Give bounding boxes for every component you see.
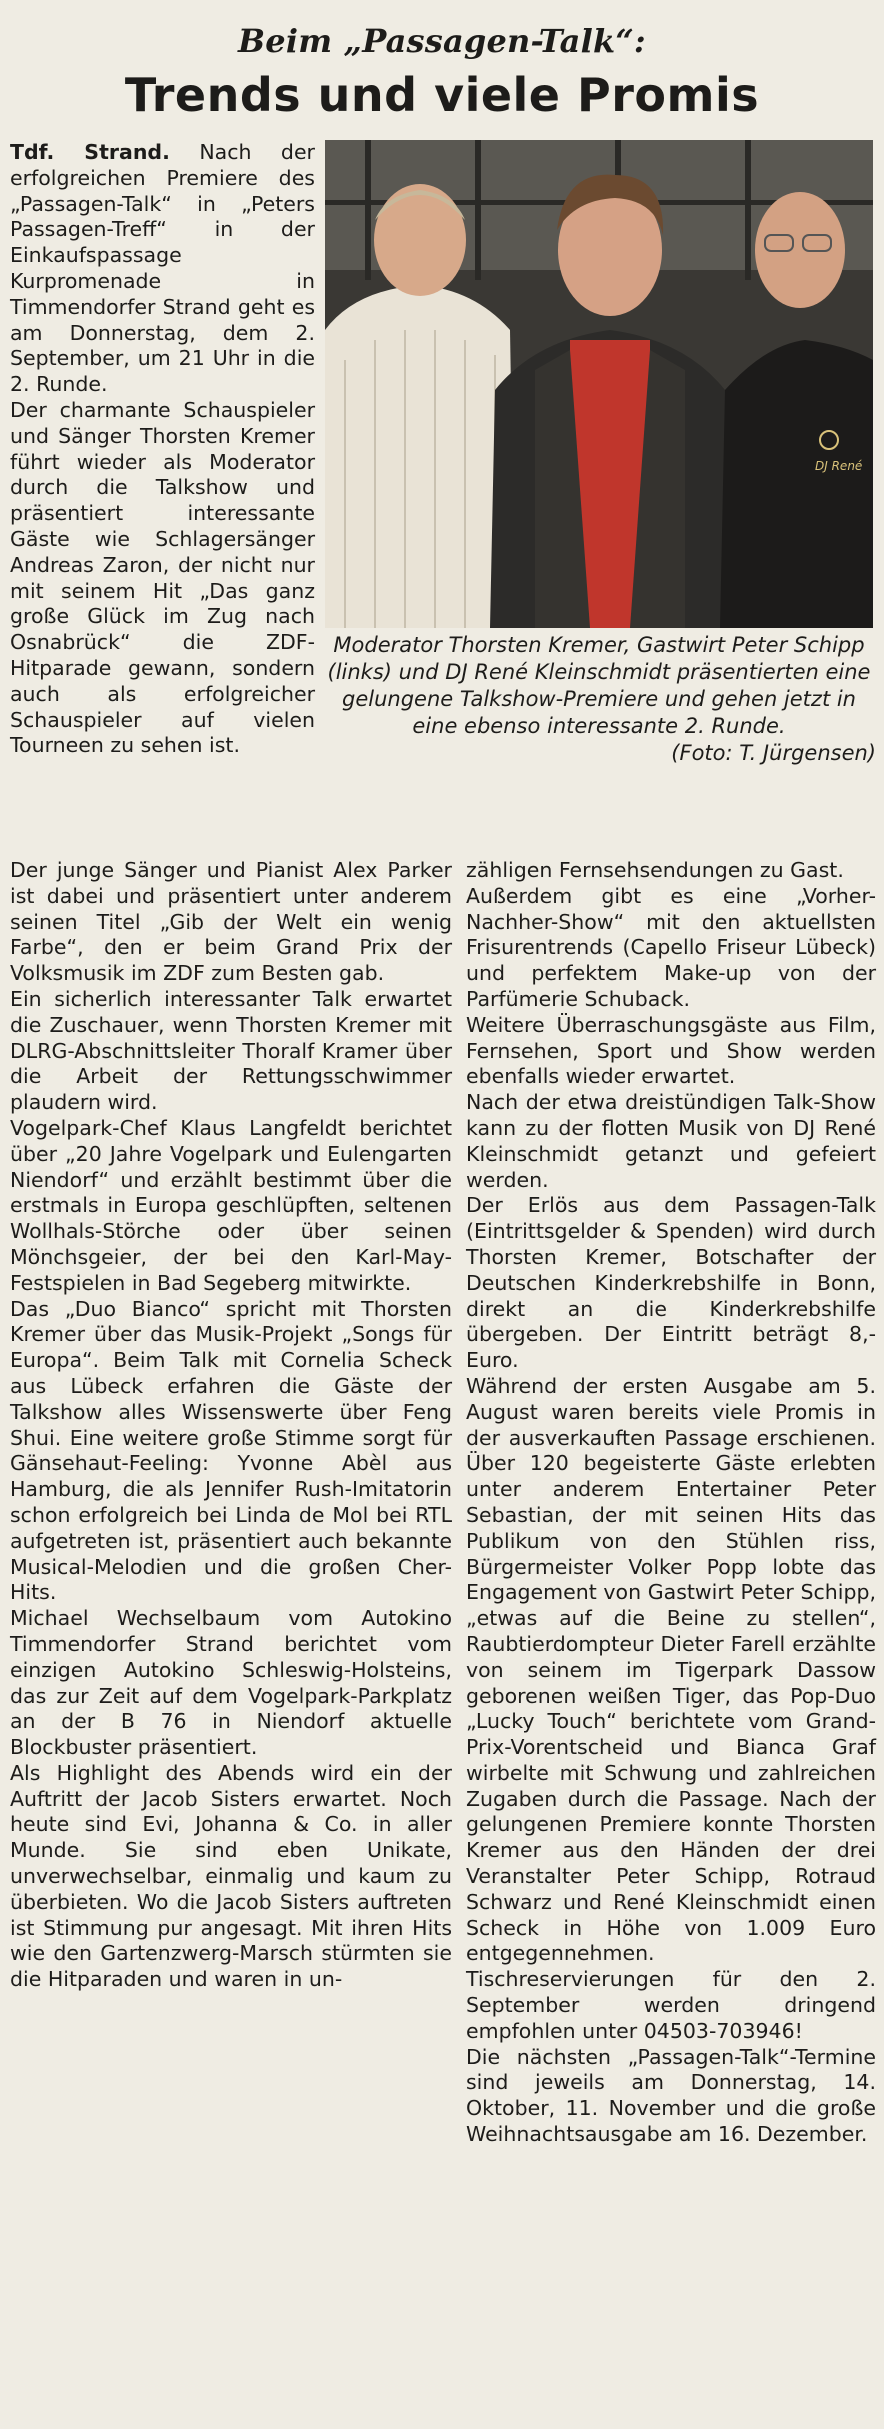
body-paragraph: Als Highlight des Abends wird ein der Auftritt der Jacob Sisters erwartet. Noch heute sind Evi, Johanna & Co. in aller Munde. Sie sind eben Unikate, unverwechselbar, einmalig und kaum zu überbieten. Wo die Jacob Sisters auftreten ist Stimmung pur angesagt. Mit ihren Hits wie den Gartenzwerg-Marsch stürmten sie die Hitparaden und waren in un- — [10, 1760, 452, 1992]
body-paragraph: zähligen Fernsehsendungen zu Gast. — [466, 858, 844, 882]
intro-text: Nach der erfolgreichen Premiere des „Passagen-Talk“ in „Peters Passagen-Treff“ in der Einkaufspassage Kurpromenade in Timmendorfer Strand geht es am Donnerstag, dem 2. September, um 21 Uhr in die 2. Runde. — [10, 140, 315, 397]
photo-illustration — [325, 140, 873, 628]
body-paragraph: Michael Wechselbaum vom Autokino Timmendorfer Strand berichtet vom einzigen Autokino Schleswig-Holsteins, das zur Zeit auf dem Vogelpark-Parkplatz an der B 76 in Niendorf aktuelle Blockbuster präsentiert. — [10, 1606, 452, 1760]
article-photo — [325, 140, 873, 628]
left-column-bottom — [10, 858, 452, 1993]
shirt-logo-text: DJ René — [815, 459, 863, 473]
body-paragraph: Nach der etwa dreistündigen Talk-Show kann zu der flotten Musik von DJ René Kleinschmidt getanzt und gefeiert werden. — [466, 1090, 876, 1192]
left-column-top — [10, 140, 315, 759]
body-paragraph: Der Erlös aus dem Passagen-Talk (Eintrittsgelder & Spenden) wird durch Thorsten Kremer, Botschafter der Deutschen Kinderkrebshilfe in Bonn, direkt an die Kinderkrebshilfe übergeben. Der Eintritt beträgt 8,- Euro. — [466, 1193, 876, 1373]
body-paragraph: Ein sicherlich interessanter Talk erwartet die Zuschauer, wenn Thorsten Kremer mit DLRG-Abschnittsleiter Thoralf Kramer über die Arbeit der Rettungsschwimmer plaudern wird. — [10, 986, 452, 1115]
body-paragraph: Während der ersten Ausgabe am 5. August waren bereits viele Promis in der ausverkauften Passage erschienen. Über 120 begeisterte Gäste erlebten unter anderem Entertainer Peter Sebastian, der mit seinen Hits das Publikum von den Stühlen riss, Bürgermeister Volker Popp lobte das Engagement von Gastwirt Peter Schipp, „etwas auf die Beine zu stellen“, Raubtierdompteur Dieter Farell erzählte von seinem im Tigerpark Dassow geborenen weißen Tiger, das Pop-Duo „Lucky Touch“ berichtete vom Grand-Prix-Vorentscheid und Bianca Graf wirbelte mit Schwung und zahlreichen Zugaben durch die Passage. Nach der gelungenen Premiere konnte Thorsten Kremer aus den Händen der drei Veranstalter Peter Schipp, Rotraud Schwarz und René Kleinschmidt einen Scheck in Höhe von 1.009 Euro entgegennehmen. — [466, 1373, 876, 1966]
body-paragraph: Das „Duo Bianco“ spricht mit Thorsten Kremer über das Musik-Projekt „Songs für Europa“. Beim Talk mit Cornelia Scheck aus Lübeck erfahren die Gäste der Talkshow alles Wissenswerte über Feng Shui. Eine weitere große Stimme sorgt für Gänsehaut-Feeling: Yvonne Abèl aus Hamburg, die als Jennifer Rush-Imitatorin schon erfolgreich bei Linda de Mol bei RTL aufgetreten ist, präsentiert auch bekannte Musical-Melodien und die großen Cher-Hits. — [10, 1296, 452, 1605]
right-column — [466, 858, 876, 2148]
body-paragraph: Außerdem gibt es eine „Vorher-Nachher-Show“ mit den aktuellsten Frisurentrends (Capello Friseur Lübeck) und perfektem Make-up von der Parfümerie Schuback. — [466, 883, 876, 1011]
body-paragraph: Weitere Überraschungsgäste aus Film, Fernsehen, Sport und Show werden ebenfalls wieder erwartet. — [466, 1012, 876, 1089]
photo-caption — [322, 632, 876, 767]
caption-text: Moderator Thorsten Kremer, Gastwirt Peter Schipp (links) und DJ René Kleinschmidt präsentierten eine gelungene Talkshow-Premiere und gehen jetzt in eine ebenso interessante 2. Runde. — [327, 633, 871, 738]
body-paragraph: Der junge Sänger und Pianist Alex Parker ist dabei und präsentiert unter anderem seinen Titel „Gib der Welt ein wenig Farbe“, den er beim Grand Prix der Volksmusik im ZDF zum Besten gab. — [10, 858, 452, 986]
intro-paragraph — [10, 140, 315, 398]
dateline: Tdf. Strand. — [10, 140, 170, 164]
article-kicker: Beim „Passagen-Talk“: — [238, 22, 646, 60]
body-paragraph: Tischreservierungen für den 2. September werden dringend empfohlen unter 04503-703946! — [466, 1967, 876, 2043]
photo-credit: (Foto: T. Jürgensen) — [671, 741, 876, 765]
body-paragraph: Die nächsten „Passagen-Talk“-Termine sind jeweils am Donnerstag, 14. Oktober, 11. November und die große Weihnachtsausgabe am 16. Dezember. — [466, 2044, 876, 2147]
body-paragraph: Vogelpark-Chef Klaus Langfeldt berichtet über „20 Jahre Vogelpark und Eulengarten Niendorf“ und erzählt bestimmt über die erstmals in Europa geschlüpften, seltenen Wollhals-Störche oder über seinen Mönchsgeier, der bei den Karl-May-Festspielen in Bad Segeberg mitwirkte. — [10, 1115, 452, 1295]
body-paragraph: Der charmante Schauspieler und Sänger Thorsten Kremer führt wieder als Moderator durch die Talkshow und präsentiert interessante Gäste wie Schlagersänger Andreas Zaron, der nicht nur mit seinem Hit „Das ganz große Glück im Zug nach Osnabrück“ die ZDF-Hitparade gewann, sondern auch als erfolgreicher Schauspieler auf vielen Tourneen zu sehen ist. — [10, 397, 315, 758]
article-headline: Trends und viele Promis — [124, 68, 760, 122]
